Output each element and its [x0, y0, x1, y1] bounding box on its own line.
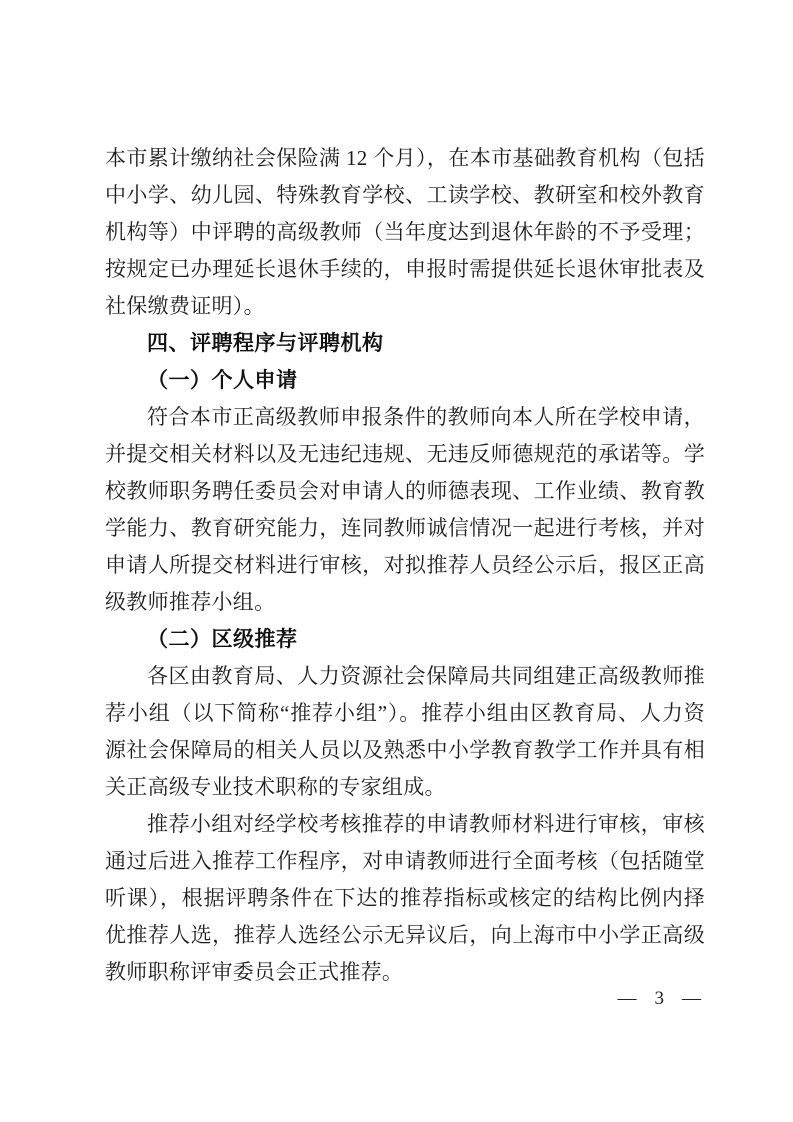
subsection-heading-individual-application: （一）个人申请 [147, 369, 298, 392]
continued-paragraph: 本市累计缴纳社会保险满 12 个月），在本市基础教育机构（包括中小学、幼儿园、特殊教育学校、工读学校、教研室和校外教育机构等）中评聘的高级教师（当年度达到退休年龄的不予受理；按规定已办理延长退休手续的，申报时需提供延长退休审批表及社保缴费证明）。 [105, 146, 705, 318]
section-heading-procedures: 四、评聘程序与评聘机构 [147, 332, 384, 355]
footer-dash-right: — [682, 988, 701, 1009]
page-number: 3 [654, 988, 664, 1009]
paragraph-individual-application: 符合本市正高级教师申报条件的教师向本人所在学校申请，并提交相关材料以及无违纪违规、无违反师德规范的承诺等。学校教师职务聘任委员会对申请人的师德表现、工作业绩、教育教学能力、教育研究能力，连同教师诚信情况一起进行考核，并对申请人所提交材料进行审核，对拟推荐人员经公示后，报区正高级教师推荐小组。 [105, 405, 705, 614]
paragraph-recommendation-process: 推荐小组对经学校考核推荐的申请教师材料进行审核，审核通过后进入推荐工作程序，对申请教师进行全面考核（包括随堂听课），根据评聘条件在下达的推荐指标或核定的结构比例内择优推荐人选，推荐人选经公示无异议后，向上海市中小学正高级教师职称评审委员会正式推荐。 [105, 812, 705, 984]
subsection-heading-district-recommendation: （二）区级推荐 [147, 628, 298, 651]
paragraph-district-recommendation-group: 各区由教育局、人力资源社会保障局共同组建正高级教师推荐小组（以下简称“推荐小组”）。推荐小组由区教育局、人力资源社会保障局的相关人员以及熟悉中小学教育教学工作并具有相关正高级专业技术职称的专家组成。 [105, 664, 705, 799]
page-number-footer [618, 988, 702, 1010]
footer-dash-left: — [617, 988, 637, 1009]
document-body [105, 140, 705, 991]
